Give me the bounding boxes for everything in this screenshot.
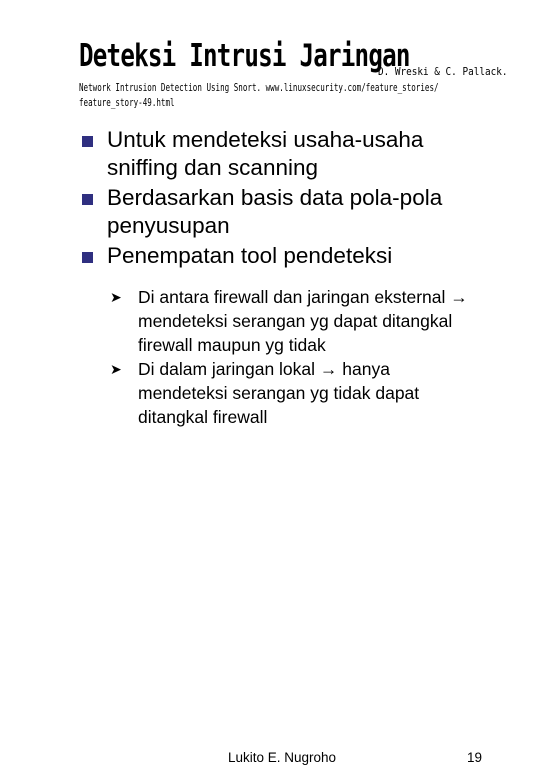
reference-line-1: Network Intrusion Detection Using Snort. www.linuxsecurity.com/feature_stories/ xyxy=(79,82,439,94)
arrow-bullet-icon: ➤ xyxy=(110,289,122,305)
square-bullet-icon xyxy=(82,252,93,263)
slide-authors: D. Wreski & C. Pallack. xyxy=(378,65,508,78)
square-bullet-icon xyxy=(82,194,93,205)
bullet-item xyxy=(79,126,499,182)
bullet-item xyxy=(79,184,499,240)
sub-bullet-item xyxy=(110,285,470,357)
bullet-text: Berdasarkan basis data pola-pola penyusupan xyxy=(107,185,443,238)
page-number: 19 xyxy=(467,750,483,765)
footer-author: Lukito E. Nugroho xyxy=(228,750,337,765)
square-bullet-icon xyxy=(82,136,93,147)
reference-line-2: feature_story-49.html xyxy=(79,97,175,109)
bullet-item xyxy=(79,242,499,270)
sub-bullet-item xyxy=(110,357,470,429)
arrow-bullet-icon: ➤ xyxy=(110,361,122,377)
sub-bullet-text: Di dalam jaringan lokal → hanya mendeteksi serangan yg tidak dapat ditangkal firewall xyxy=(138,359,420,427)
slide-title: Deteksi Intrusi Jaringan xyxy=(79,38,410,74)
reference-citation xyxy=(79,81,539,111)
sub-bullet-list xyxy=(110,285,470,429)
bullet-text: Penempatan tool pendeteksi xyxy=(107,243,393,268)
main-bullet-list xyxy=(79,126,499,272)
sub-bullet-text: Di antara firewall dan jaringan eksternal → mendeteksi serangan yg dapat ditangkal firewall maupun yg tidak xyxy=(138,287,468,355)
bullet-text: Untuk mendeteksi usaha-usaha sniffing dan scanning xyxy=(107,127,424,180)
